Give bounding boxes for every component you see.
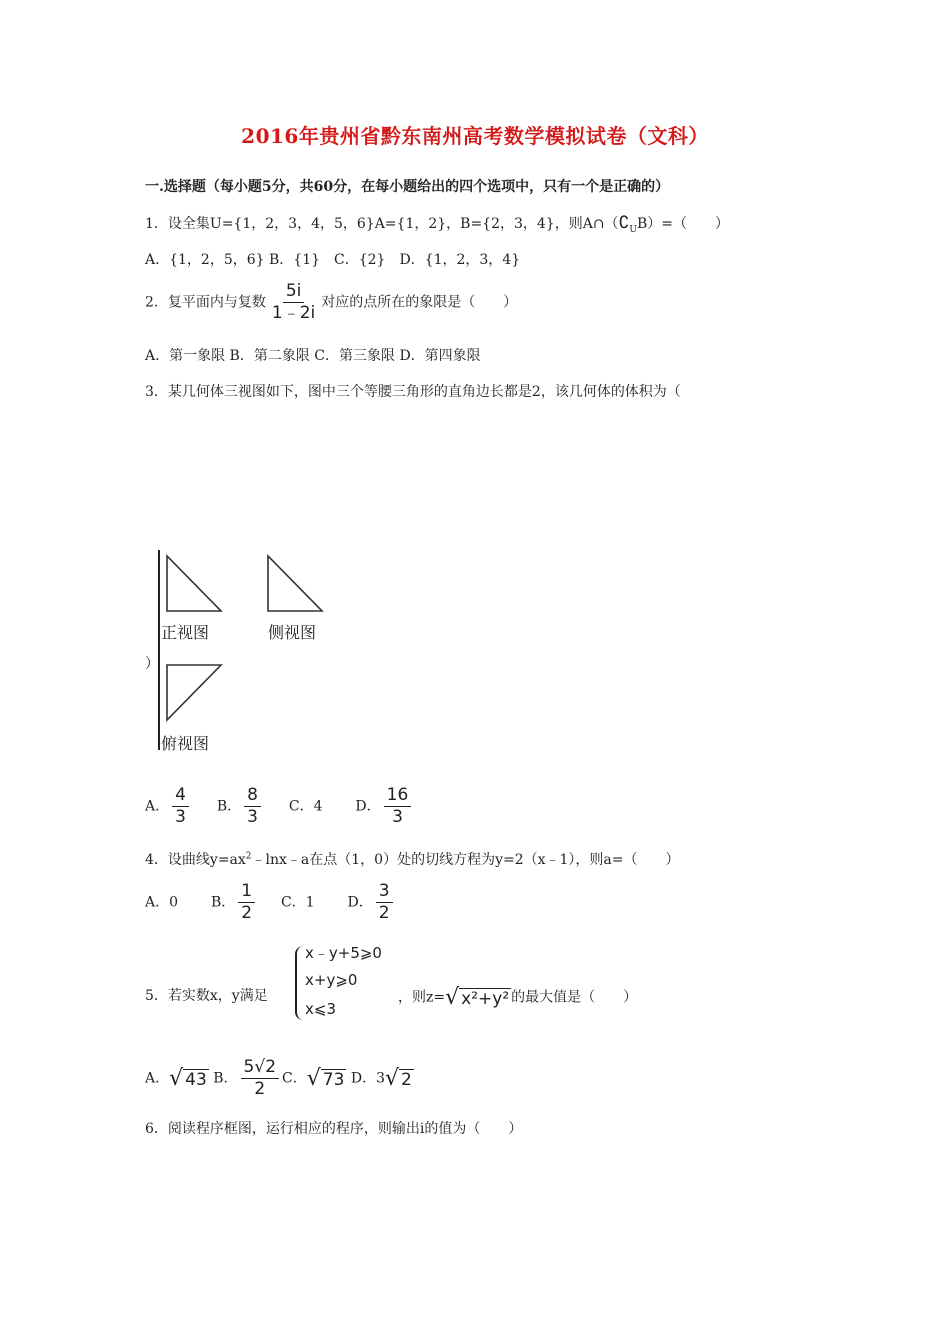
q4-opt-b-fraction <box>238 882 255 923</box>
radical-icon: √ <box>306 1066 321 1091</box>
q3-close-paren: ） <box>145 656 159 672</box>
q4-opt-a: A．0 <box>145 894 179 911</box>
q4-stem: 4．设曲线y=ax <box>145 852 246 868</box>
q3-opt-b-den: 3 <box>247 807 258 827</box>
top-view-triangle <box>167 665 221 720</box>
q3-opt-b-fraction <box>244 786 261 827</box>
radical-icon: √ <box>445 985 460 1010</box>
question-4 <box>145 849 680 869</box>
question-2 <box>145 282 517 323</box>
q3-opt-a-den: 3 <box>175 807 186 827</box>
front-view-triangle <box>167 556 221 611</box>
q5-opt-c: C． <box>282 1070 307 1087</box>
side-view-label: 侧视图 <box>268 623 317 642</box>
q5-rest <box>398 985 637 1010</box>
q5-mid: ，则z= <box>398 989 446 1006</box>
q5-opt-b-den: 2 <box>254 1079 266 1099</box>
q5-sqrt <box>445 985 511 1010</box>
q5-constraint-system <box>295 942 405 1022</box>
q3-stem: 3．某几何体三视图如下，图中三个等腰三角形的直角边长都是2，该几何体的体积为（ <box>145 384 681 400</box>
top-view-label: 俯视图 <box>161 734 210 753</box>
q5-options <box>145 1058 414 1099</box>
q3-opt-b: B． <box>216 798 242 815</box>
page-title: 2016年贵州省黔东南州高考数学模拟试卷（文科） <box>241 124 709 148</box>
q4-tail: ﹣lnx﹣a在点（1，0）处的切线方程为y=2（x﹣1），则a=（ ） <box>251 852 680 868</box>
q5-condition-1: x﹣y+5⩾0 <box>305 944 382 962</box>
q1-stem: 1．设全集U={1，2，3，4，5，6}A={1，2}，B={2，3，4}，则A∩（ <box>145 216 619 232</box>
q2-numerator: 5i <box>283 282 305 303</box>
q5-opt-c-sqrt <box>307 1066 347 1091</box>
q3-opt-a: A． <box>145 798 170 815</box>
left-brace <box>295 946 303 1020</box>
q5-tail: 的最大值是（ ） <box>511 989 638 1006</box>
q4-opt-d-num: 3 <box>376 882 393 903</box>
q2-fraction <box>269 282 318 323</box>
q3-options <box>145 786 414 827</box>
q5-opt-b-num: 5√2 <box>241 1058 279 1079</box>
radical-icon: √ <box>169 1066 184 1091</box>
q5-opt-d-sqrt <box>385 1066 414 1091</box>
q5-opt-c-radicand: 73 <box>322 1070 345 1090</box>
complement-symbol: ∁ <box>618 213 630 233</box>
side-view-triangle <box>268 556 322 611</box>
q3-opt-b-num: 8 <box>244 786 261 807</box>
q3-opt-d: D． <box>355 798 381 815</box>
q5-stem: 5．若实数x，y满足 <box>145 988 268 1004</box>
q5-opt-a-sqrt <box>169 1066 209 1091</box>
three-view-drawing <box>155 548 330 753</box>
complement-subscript: U <box>629 224 637 235</box>
q1-tail: B）=（ ） <box>636 216 730 232</box>
section-heading: 一.选择题（每小题5分，共60分，在每小题给出的四个选项中，只有一个是正确的） <box>145 179 670 195</box>
question-1 <box>145 213 729 235</box>
q4-opt-b-den: 2 <box>241 903 253 923</box>
q5-condition-3: x⩽3 <box>305 1000 336 1018</box>
radical-icon: √ <box>385 1066 400 1091</box>
q1-options: A．{1，2，5，6} B．{1} C．{2} D．{1，2，3，4} <box>145 252 521 268</box>
q5-opt-a-radicand: 43 <box>185 1070 207 1090</box>
q3-opt-a-fraction <box>172 786 189 827</box>
q2-denominator: 1﹣2i <box>271 303 316 323</box>
q2-tail: 对应的点所在的象限是（ ） <box>321 294 518 311</box>
q3-opt-c: C．4 <box>288 798 323 815</box>
q3-opt-d-num: 16 <box>384 786 412 807</box>
q4-exponent: 2 <box>245 851 252 862</box>
q2-stem: 2．复平面内与复数 <box>145 294 266 311</box>
q5-opt-b-fraction <box>241 1058 279 1099</box>
q5-opt-d: D．3 <box>350 1070 385 1087</box>
q4-opt-b: B． <box>210 894 236 911</box>
q3-opt-d-den: 3 <box>392 807 403 827</box>
q4-opt-c: C．1 <box>280 894 315 911</box>
q6-stem: 6．阅读程序框图，运行相应的程序，则输出i的值为（ ） <box>145 1121 523 1137</box>
q4-opt-d: D． <box>347 894 373 911</box>
q4-options <box>145 882 396 923</box>
q4-opt-b-num: 1 <box>238 882 255 903</box>
q3-opt-d-fraction <box>384 786 412 827</box>
front-view-label: 正视图 <box>161 623 210 642</box>
q5-opt-a: A． <box>145 1070 170 1087</box>
q4-opt-d-den: 2 <box>378 903 390 923</box>
q5-opt-b: B． <box>213 1070 238 1087</box>
q5-condition-2: x+y⩾0 <box>305 971 358 989</box>
q2-options: A．第一象限 B．第二象限 C．第三象限 D．第四象限 <box>145 348 481 364</box>
q5-opt-d-radicand: 2 <box>401 1070 412 1090</box>
q5-radicand: x²+y² <box>461 989 510 1009</box>
three-view-figure <box>155 548 330 753</box>
q3-opt-a-num: 4 <box>172 786 189 807</box>
q4-opt-d-fraction <box>376 882 393 923</box>
